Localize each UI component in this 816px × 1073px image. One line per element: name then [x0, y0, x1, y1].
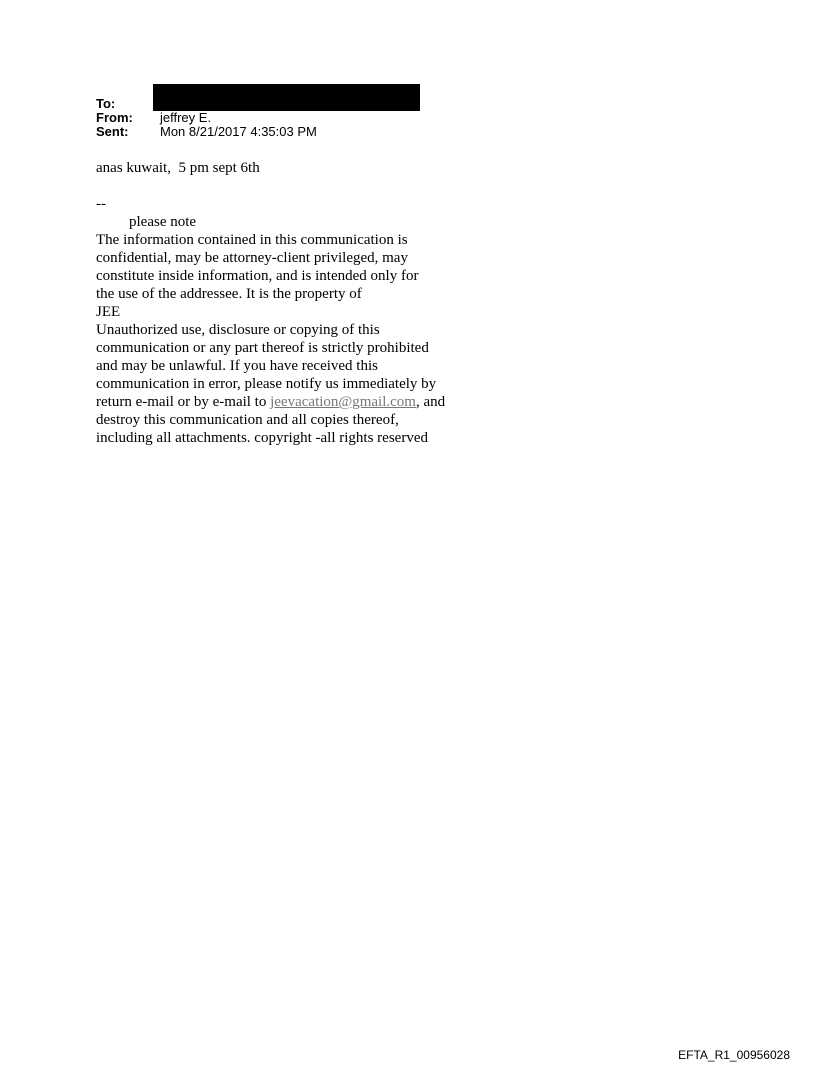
sent-label: Sent: — [96, 124, 129, 139]
document-id: EFTA_R1_00956028 — [678, 1048, 790, 1062]
signature-separator: -- — [96, 196, 106, 212]
sent-value: Mon 8/21/2017 4:35:03 PM — [160, 124, 317, 139]
email-signature — [96, 195, 445, 447]
email-link[interactable]: jeevacation@gmail.com — [270, 394, 416, 410]
to-label: To: — [96, 96, 116, 111]
disclaimer-text: return e-mail or by e-mail to — [96, 394, 271, 410]
disclaimer-line: constitute inside information, and is intended only for — [96, 268, 419, 284]
disclaimer-line: The information contained in this communication is — [96, 232, 408, 248]
from-value: jeffrey E. — [160, 110, 212, 125]
from-row — [96, 111, 317, 125]
disclaimer-line: Unauthorized use, disclosure or copying of this — [96, 322, 380, 338]
disclaimer-line-email — [96, 393, 445, 411]
message-body: anas kuwait, 5 pm sept 6th — [96, 160, 260, 176]
disclaimer-line: destroy this communication and all copies thereof, — [96, 412, 399, 428]
disclaimer-text: , and — [415, 394, 446, 410]
email-header — [96, 97, 317, 139]
sent-row — [96, 125, 317, 139]
disclaimer-line: the use of the addressee. It is the property of — [96, 286, 362, 302]
please-note: please note — [129, 214, 197, 230]
to-row — [96, 97, 317, 111]
disclaimer-line: communication in error, please notify us immediately by — [96, 376, 437, 392]
disclaimer-line: including all attachments. copyright -all rights reserved — [96, 430, 428, 446]
disclaimer-line: communication or any part thereof is strictly prohibited — [96, 340, 429, 356]
from-label: From: — [96, 110, 133, 125]
disclaimer-line: confidential, may be attorney-client privileged, may — [96, 250, 408, 266]
disclaimer-line: JEE — [96, 304, 121, 320]
disclaimer-line: and may be unlawful. If you have received this — [96, 358, 378, 374]
